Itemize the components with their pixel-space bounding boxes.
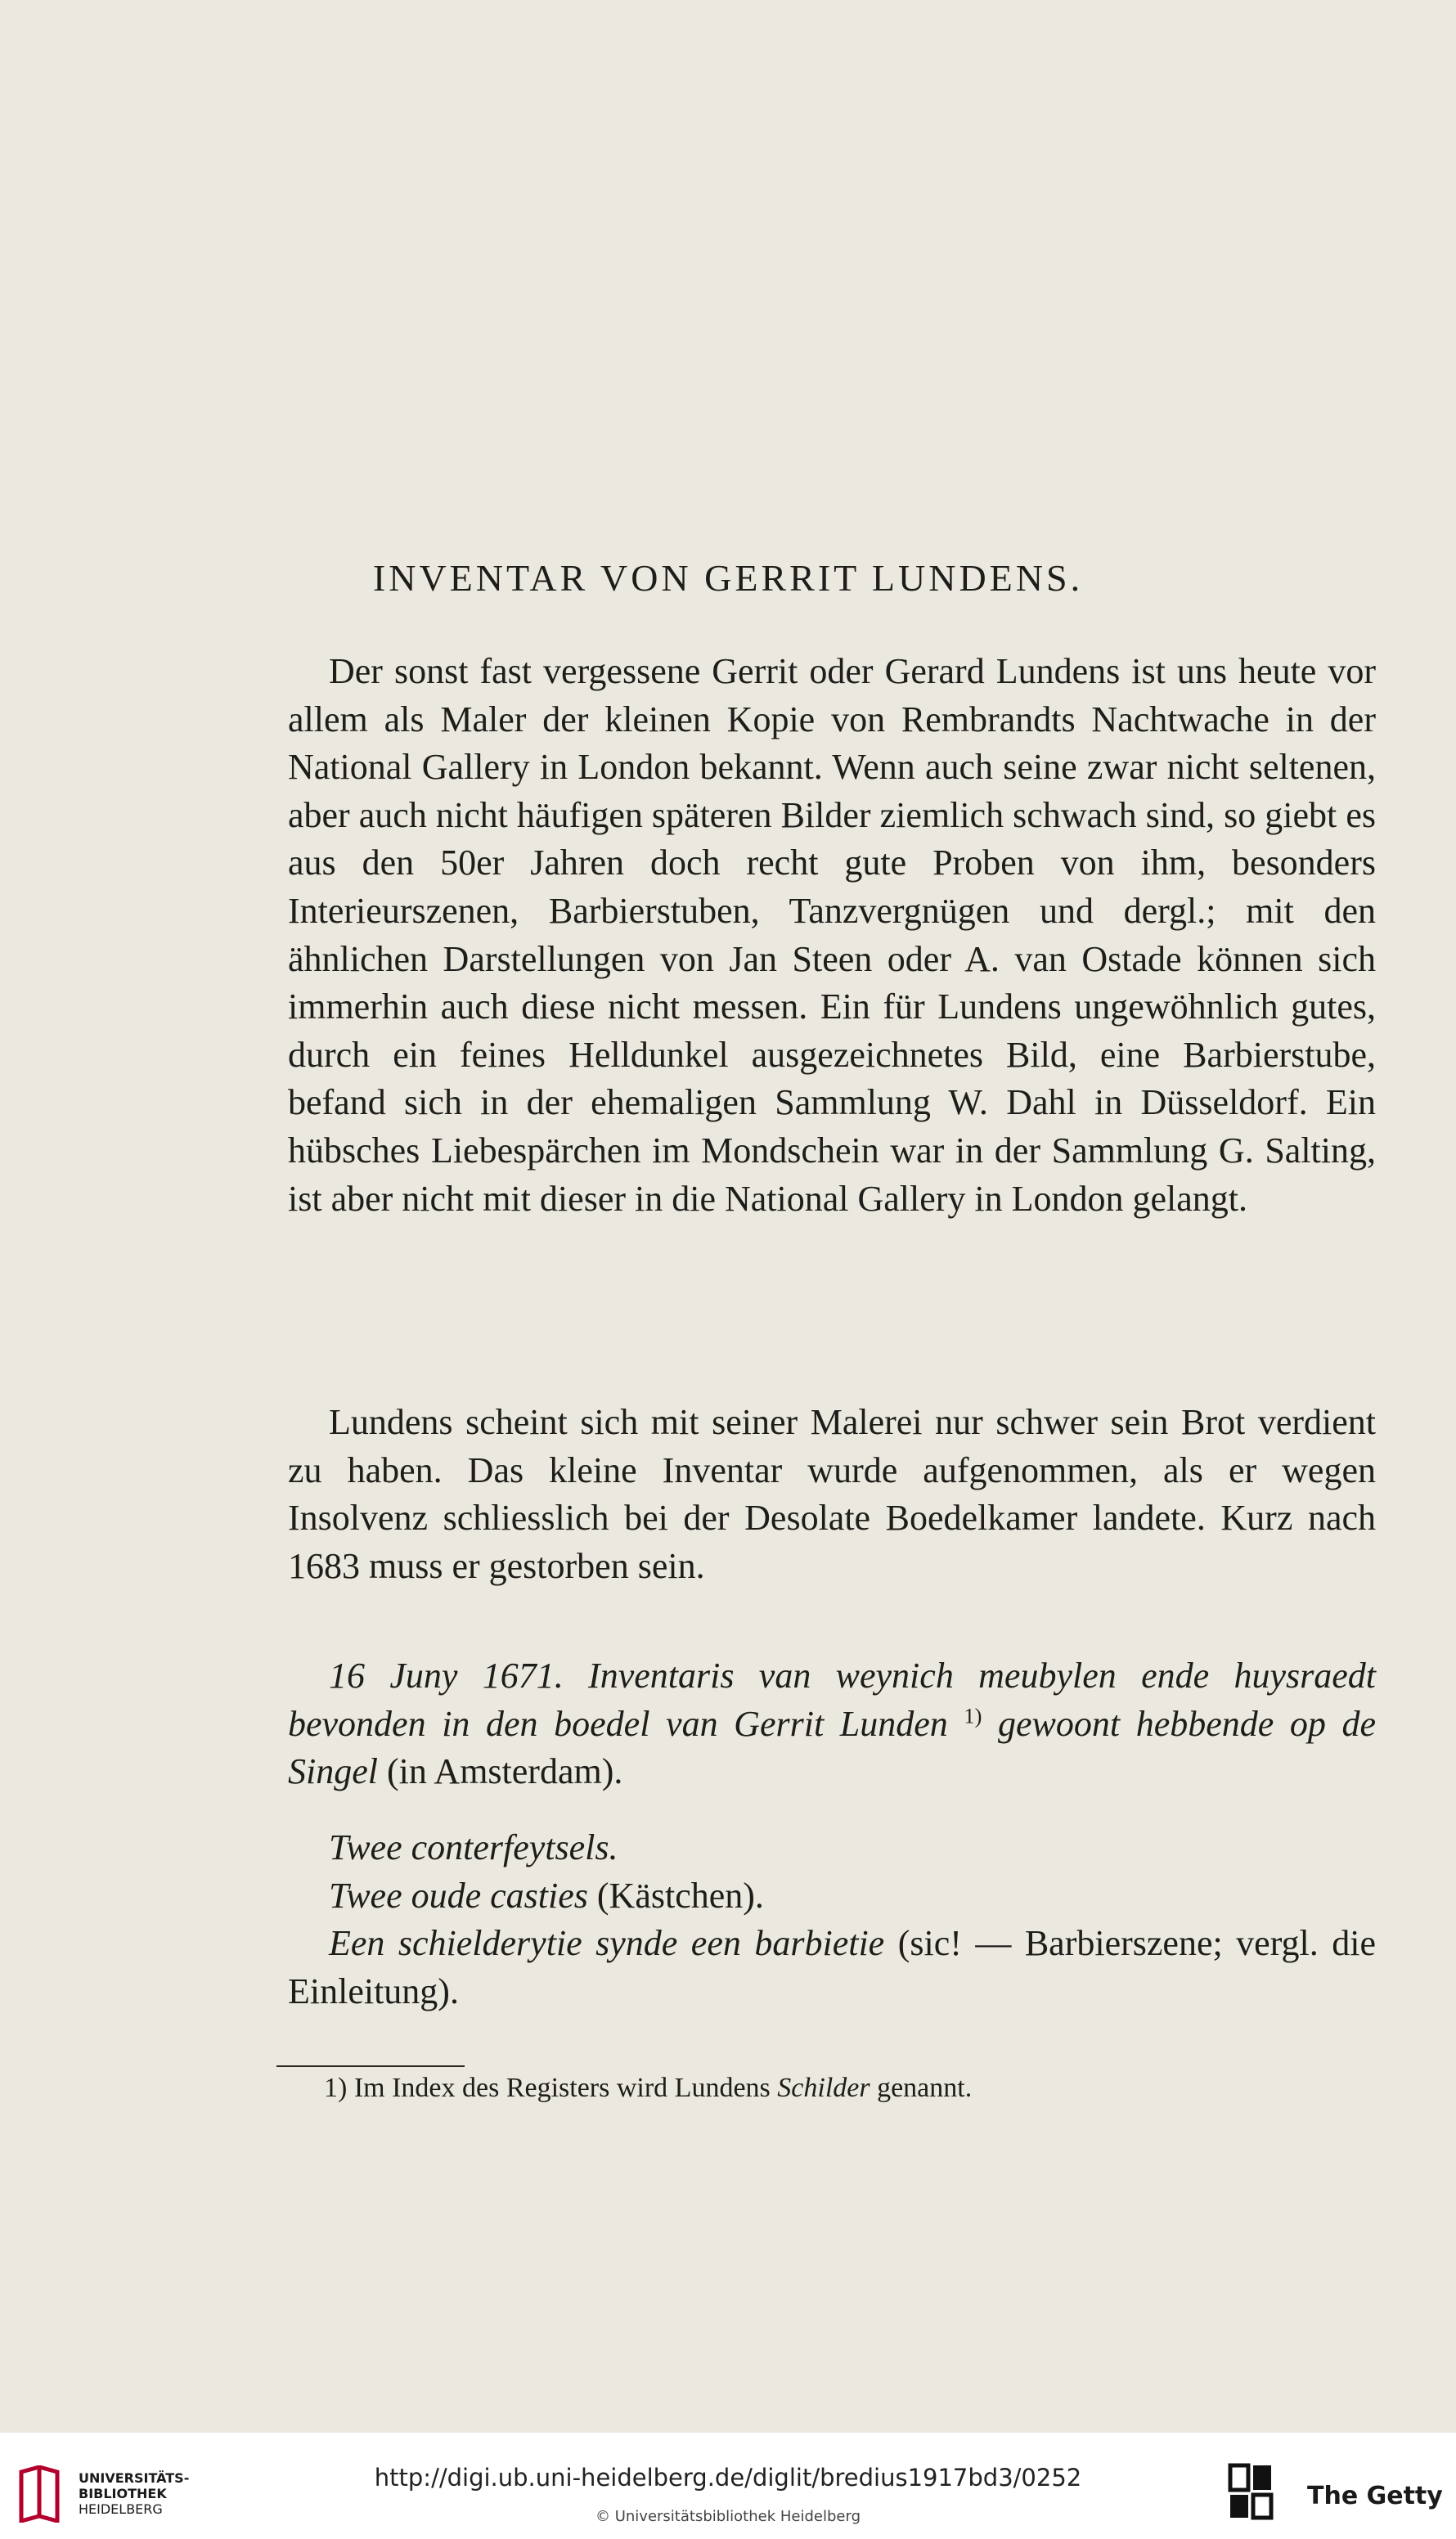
inventory-item-italic: Twee oude casties <box>329 1875 588 1916</box>
library-line-3: HEIDELBERG <box>79 2501 163 2517</box>
inventory-item <box>288 1920 1376 2015</box>
partner-name: The Getty <box>1307 2482 1443 2510</box>
inventory-item-italic: Twee conterfeytsels. <box>329 1827 618 1867</box>
inventory-item-plain: (Kästchen). <box>596 1875 764 1916</box>
getty-logo-icon <box>1227 2462 1274 2521</box>
paragraph-1-text: Der sonst fast vergessene Gerrit oder Gerard Lundens ist uns heute vor allem als Maler der kleinen Kopie von Rembrandts Nachtwache in der National Gallery in London bekannt. Wenn auch seine zwar nicht seltenen, aber auch nicht häufigen späteren Bilder ziemlich schwach sind, so giebt es aus den 50er Jahren doch recht gute Proben von ihm, besonders Interieurszenen, Barbierstuben, Tanzvergnügen und dergl.; mit den ähnlichen Darstellungen von Jan Steen oder A. van Ostade können sich immerhin auch diese nicht messen. Ein für Lundens ungewöhnlich gutes, durch ein feines Helldunkel ausgezeichnetes Bild, eine Barbierstube, befand sich in der ehemaligen Sammlung W. Dahl in Düsseldorf. Ein hübsches Liebespärchen im Mondschein war in der Sammlung G. Salting, ist aber nicht mit dieser in die National Gallery in London gelangt. <box>288 651 1376 1219</box>
copyright: © Universitätsbibliothek Heidelberg <box>595 2508 861 2525</box>
footer-bar <box>0 2433 1456 2539</box>
footnote-suffix: genannt. <box>877 2073 973 2103</box>
inventory-heading-plain: (in Amsterdam). <box>386 1751 623 1792</box>
inventory-item-plain: (sic! — Barbierszene; vergl. die Einleitung). <box>288 1923 1377 2011</box>
footnote-italic: Schilder <box>777 2073 870 2103</box>
paragraph-2 <box>288 1399 1376 1590</box>
library-line-1: UNIVERSITÄTS- <box>79 2470 190 2486</box>
paragraph-1 <box>288 648 1376 1223</box>
footnote-marker: 1) <box>964 1702 982 1728</box>
footnote-prefix: 1) Im Index des Registers wird Lundens <box>324 2073 771 2103</box>
footnote-divider <box>276 2065 465 2067</box>
inventory-item <box>288 1824 1376 1872</box>
footnote <box>324 2069 972 2107</box>
inventory-items <box>288 1824 1376 2015</box>
paragraph-2-text: Lundens scheint sich mit seiner Malerei nur schwer sein Brot verdient zu haben. Das kleine Inventar wurde aufgenommen, als er wegen Insolvenz schliesslich bei der Desolate Boedelkamer landete. Kurz nach 1683 muss er gestorben sein. <box>288 1402 1376 1586</box>
inventory-heading <box>288 1652 1376 1796</box>
page-title: INVENTAR VON GERRIT LUNDENS. <box>372 557 1084 599</box>
inventory-item-italic: Een schielderytie synde een barbietie <box>329 1923 885 1964</box>
inventory-heading-italic-2: gewoont hebbende op de Singel <box>288 1703 1377 1792</box>
inventory-item <box>288 1872 1376 1921</box>
inventory-heading-italic: 16 Juny 1671. Inventaris van weynich meubylen ende huysraedt bevonden in den boedel van Gerrit Lunden <box>288 1656 1376 1744</box>
permalink[interactable]: http://digi.ub.uni-heidelberg.de/diglit/bredius1917bd3/0252 <box>374 2464 1082 2492</box>
library-line-2: BIBLIOTHEK <box>79 2486 167 2501</box>
